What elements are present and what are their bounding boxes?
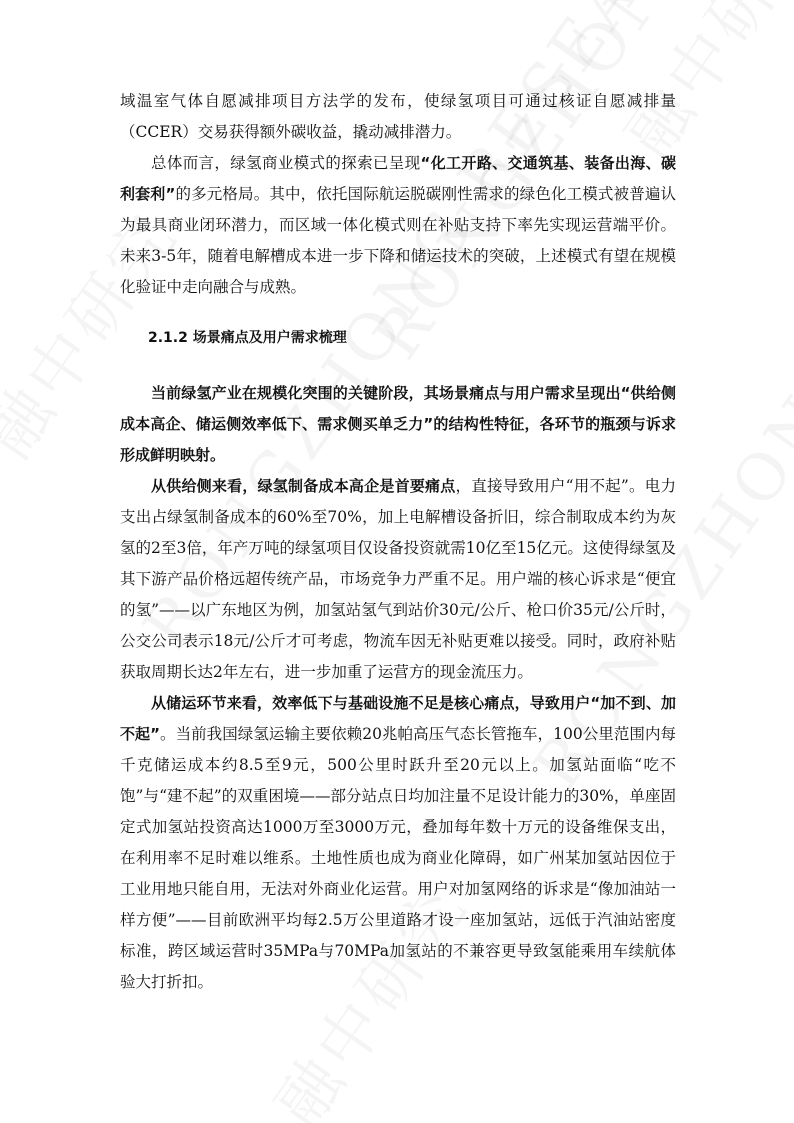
document-body (120, 86, 676, 998)
paragraph-text: 。当前我国绿氢运输主要依赖20兆帕高压气态长管拖车，100公里范围内每千克储运成本约8.5至9元，500公里时跃升至20元以上。加氢站面临“吃不饱”与“建不起”的双重困境——部分站点日均加注量不足设计能力的30%，单座固定式加氢站投资高达1000万至3000万元，叠加每年数十万元的设备维保支出，在利用率不足时难以维系。土地性质也成为商业化障碍，如广州某加氢站因位于工业用地只能自用，无法对外商业化运营。用户对加氢网络的诉求是“像加油站一样方便”——目前欧洲平均每2.5万公里道路才设一座加氢站，远低于汽油站密度标准，跨区域运营时35MPa与70MPa加氢站的不兼容更导致氢能乘用车续航体验大打折扣。 (120, 725, 676, 991)
paragraph (120, 148, 676, 303)
paragraph (120, 378, 676, 471)
paragraph-text: 总体而言，绿氢商业模式的探索已呈现 (151, 154, 421, 172)
emphasis-text: 从储运环节来看，效率低下与基础设施不足是核心痛点，导致用户“加不到、加不起” (120, 694, 676, 743)
section-heading: 2.1.2 场景痛点及用户需求梳理 (148, 330, 347, 346)
emphasis-text: 当前绿氢产业在规模化突围的关键阶段，其场景痛点与用户需求呈现出“供给侧成本高企、储运侧效率低下、需求侧买单乏力”的结构性特征，各环节的瓶颈与诉求形成鲜明映射。 (120, 384, 676, 464)
emphasis-text: 从供给侧来看，绿氢制备成本高企是首要痛点 (151, 477, 456, 495)
paragraph-text: ，直接导致用户“用不起”。电力支出占绿氢制备成本的60%至70%，加上电解槽设备折旧，综合制取成本约为灰氢的2至3倍，年产万吨的绿氢项目仅设备投资就需10亿至15亿元。这使得绿氢及其下游产品价格远超传统产品，市场竞争力严重不足。用户端的核心诉求是“便宜的氢”——以广东地区为例，加氢站氢气到站价30元/公斤、枪口价35元/公斤时，公交公司表示18元/公斤才可考虑，物流车因无补贴更难以接受。同时，政府补贴获取周期长达2年左右，进一步加重了运营方的现金流压力。 (120, 477, 676, 681)
paragraph (120, 86, 676, 148)
paragraph (120, 688, 676, 998)
paragraph (120, 471, 676, 688)
emphasis-text: “化工开路、交通筑基、装备出海、碳利套利” (120, 154, 676, 203)
paragraph-text: 域温室气体自愿减排项目方法学的发布，使绿氢项目可通过核证自愿减排量（CCER）交易获得额外碳收益，撬动减排潜力。 (120, 92, 676, 141)
paragraph-text: 的多元格局。其中，依托国际航运脱碳刚性需求的绿色化工模式被普遍认为最具商业闭环潜力，而区域一体化模式则在补贴支持下率先实现运营端平价。未来3-5年，随着电解槽成本进一步下降和储运技术的突破，上述模式有望在规模化验证中走向融合与成熟。 (120, 185, 677, 296)
